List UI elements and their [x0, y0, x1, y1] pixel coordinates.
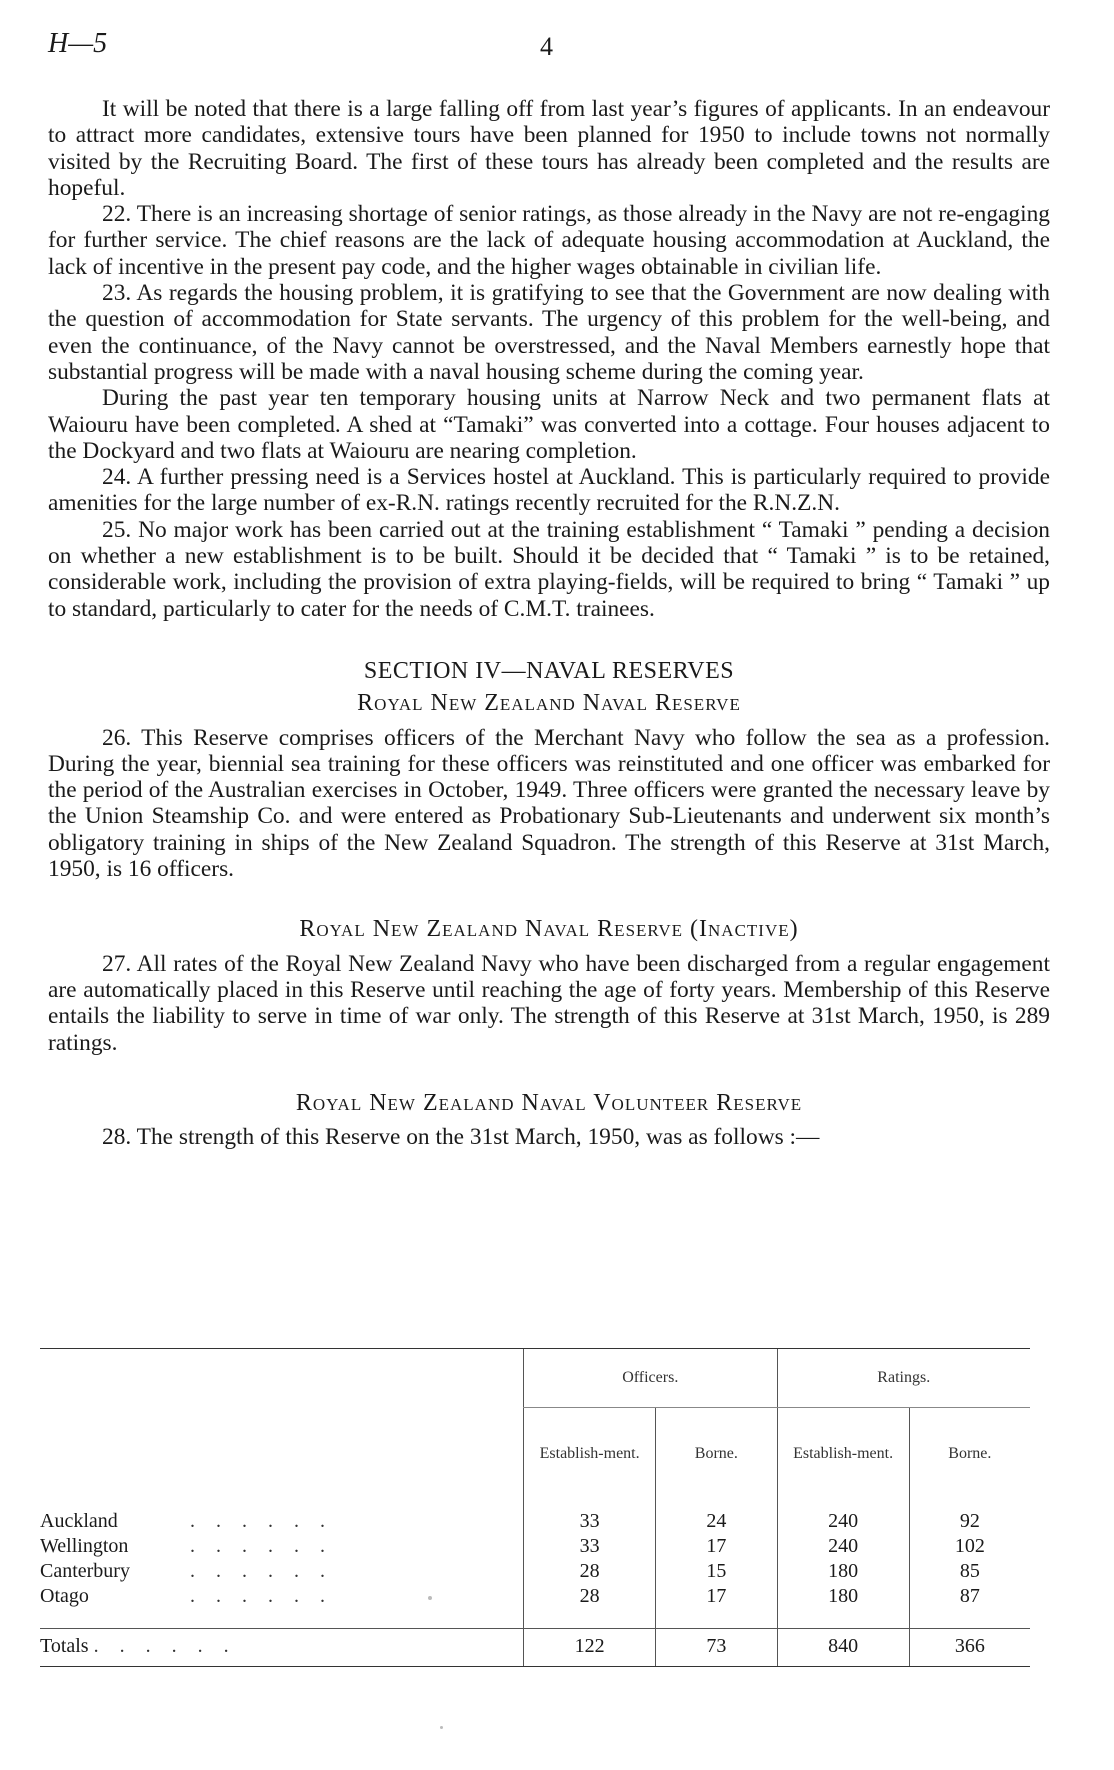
row-name: Wellington: [40, 1535, 129, 1557]
paragraph-intro: It will be noted that there is a large falling off from last year’s figures of applicants. In an endeavour to attract more candidates, extensive tours have been planned for 1950 to include towns not normally visited by the Recruiting Board. The first of these tours has already been completed and the results are hopeful.: [48, 96, 1050, 201]
row-name: Canterbury: [40, 1560, 130, 1582]
leader-dots: . . . . . .: [190, 1560, 333, 1582]
strength-table-wrapper: [40, 1348, 1040, 1657]
ratings-borne-total: 366: [909, 1629, 1030, 1667]
ratings-establishment-cell: 180: [777, 1584, 909, 1629]
paragraph-23: 23. As regards the housing problem, it is gratifying to see that the Government are now dealing with the question of accommodation for State servants. The urgency of this problem for the well-being, and even the continuance, of the Navy cannot be overstressed, and the Naval Members earnestly hope that substantial progress will be made with a naval housing scheme during the coming year.: [48, 280, 1050, 385]
table-row: [40, 1498, 1030, 1534]
officers-establishment-cell: 28: [524, 1584, 656, 1629]
ratings-establishment-header: Establish-ment.: [777, 1408, 909, 1499]
leader-dots: . . . . . .: [190, 1585, 333, 1607]
scan-speck: [440, 1726, 443, 1729]
paragraph-23-continued: During the past year ten temporary housing units at Narrow Neck and two permanent flats at Waiouru have been completed. A shed at “Tamaki” was converted into a cottage. Four houses adjacent to the Dockyard and two flats at Waiouru are nearing completion.: [48, 385, 1050, 464]
ratings-borne-cell: 87: [909, 1584, 1030, 1629]
document-reference: H—5: [48, 28, 108, 59]
ratings-group-header: Ratings.: [777, 1349, 1030, 1408]
officers-borne-cell: 17: [656, 1534, 777, 1559]
strength-table: [40, 1348, 1030, 1667]
officers-establishment-header: Establish-ment.: [524, 1408, 656, 1499]
ratings-borne-cell: 85: [909, 1559, 1030, 1584]
ratings-establishment-cell: 240: [777, 1534, 909, 1559]
officers-establishment-cell: 33: [524, 1534, 656, 1559]
paragraph-25: 25. No major work has been carried out at the training establishment “ Tamaki ” pending a decision on whether a new establishment is to be built. Should it be decided that “ Tamaki ” is to be retained, considerable work, including the provision of extra playing-fields, will be required to bring “ Tamaki ” up to standard, particularly to cater for the needs of C.M.T. trainees.: [48, 516, 1050, 622]
scan-speck: [428, 1596, 432, 1600]
officers-borne-header: Borne.: [656, 1408, 777, 1499]
table-row: [40, 1534, 1030, 1559]
officers-borne-cell: 24: [656, 1498, 777, 1534]
ratings-borne-cell: 102: [909, 1534, 1030, 1559]
officers-establishment-cell: 28: [524, 1559, 656, 1584]
table-row: [40, 1584, 1030, 1629]
totals-label: Totals: [40, 1635, 89, 1657]
ratings-borne-header: Borne.: [909, 1408, 1030, 1499]
paragraph-28: 28. The strength of this Reserve on the 31st March, 1950, was as follows :—: [102, 1124, 820, 1151]
leader-dots: . . . . . .: [93, 1635, 237, 1657]
officers-group-header: Officers.: [524, 1349, 777, 1408]
officers-establishment-total: 122: [524, 1629, 656, 1667]
subsection-heading-volunteer-reserve: Royal New Zealand Naval Volunteer Reserve: [295, 1089, 803, 1116]
body-text: [48, 96, 1050, 1150]
paragraph-24: 24. A further pressing need is a Services hostel at Auckland. This is particularly required to provide amenities for the large number of ex-R.N. ratings recently recruited for the R.N.Z.N.: [48, 464, 1050, 517]
leader-dots: . . . . . .: [190, 1535, 333, 1557]
ratings-establishment-cell: 240: [777, 1498, 909, 1534]
ratings-establishment-cell: 180: [777, 1559, 909, 1584]
totals-row: [40, 1629, 1030, 1667]
section-title: SECTION IV—NAVAL RESERVES: [363, 657, 735, 684]
subsection-heading-inactive-reserve: Royal New Zealand Naval Reserve (Inactive): [299, 916, 799, 943]
ratings-establishment-total: 840: [777, 1629, 909, 1667]
table-body: [40, 1498, 1030, 1667]
ratings-borne-cell: 92: [909, 1498, 1030, 1534]
officers-borne-cell: 17: [656, 1584, 777, 1629]
table-row-label-header: [40, 1349, 524, 1499]
row-name: Otago: [40, 1585, 89, 1607]
paragraph-26: 26. This Reserve comprises officers of the Merchant Navy who follow the sea as a profession. During the year, biennial sea training for these officers was reinstituted and one officer was embarked for the period of the Australian exercises in October, 1949. Three officers were granted the necessary leave by the Union Steamship Co. and were entered as Probationary Sub-Lieutenants and underwent six month’s obligatory training in ships of the New Zealand Squadron. The strength of this Reserve at 31st March, 1950, is 16 officers.: [48, 724, 1050, 883]
paragraph-22: 22. There is an increasing shortage of senior ratings, as those already in the Navy are not re-engaging for further service. The chief reasons are the lack of adequate housing accommodation at Auckland, the lack of incentive in the present pay code, and the higher wages obtainable in civilian life.: [48, 201, 1050, 280]
table-row: [40, 1559, 1030, 1584]
page-number: 4: [540, 32, 553, 61]
officers-borne-cell: 15: [656, 1559, 777, 1584]
leader-dots: . . . . . .: [190, 1510, 333, 1532]
row-name: Auckland: [40, 1510, 118, 1532]
subsection-heading-rnzn-reserve: Royal New Zealand Naval Reserve: [357, 690, 741, 717]
officers-borne-total: 73: [656, 1629, 777, 1667]
officers-establishment-cell: 33: [524, 1498, 656, 1534]
paragraph-27: 27. All rates of the Royal New Zealand Navy who have been discharged from a regular engagement are automatically placed in this Reserve until reaching the age of forty years. Membership of this Reserve entails the liability to serve in time of war only. The strength of this Reserve at 31st March, 1950, is 289 ratings.: [48, 950, 1050, 1056]
